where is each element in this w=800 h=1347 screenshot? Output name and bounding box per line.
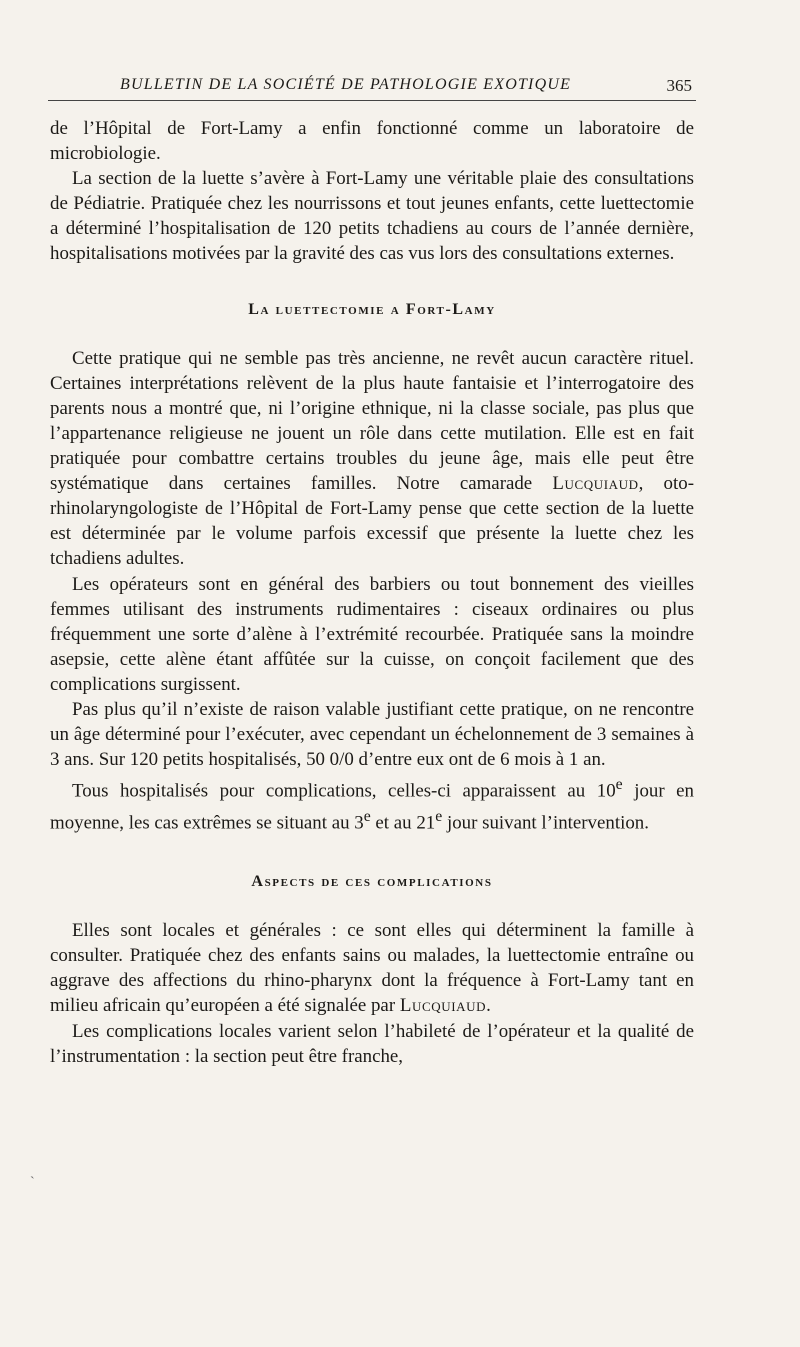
paragraph-4: Les opérateurs sont en général des barbiers ou tout bonnement des vieilles femmes utilisant des instruments rudimentaires : ciseaux ordinaires ou plus fréquemment une sorte d’alène à l’extrémité recourbée. Pratiquée sans la moindre asepsie, cette alène étant affûtée sur la cuisse, on conçoit facilement que des complications surgissent. xyxy=(50,573,694,695)
paragraph-6-text-c: et au 21 xyxy=(370,811,436,833)
paragraph-6-text-b: jour en moyenne, les cas extrêmes se situant au 3 xyxy=(50,780,694,833)
margin-mark: ˋ xyxy=(30,1175,35,1190)
paragraph-7 xyxy=(50,918,694,1018)
page-header xyxy=(48,72,696,101)
paragraph-8: Les complications locales varient selon l’habileté de l’opérateur et la qualité de l’instrumentation : la section peut être franche, xyxy=(50,1020,694,1067)
paragraph-3-text-a: Cette pratique qui ne semble pas très ancienne, ne revêt aucun caractère rituel. Certaines interprétations relèvent de la plus haute fantaisie et l’interrogatoire des parents nous a montré que, ni l’origine ethnique, ni la classe sociale, pas plus que l’appartenance religieuse ne jouent un rôle dans cette mutilation. Elle est en fait pratiquée pour combattre certains troubles du jeune âge, mais elle peut être systématique dans certaines familles. Notre camarade xyxy=(50,347,694,495)
section-heading-complications: Aspects de ces complications xyxy=(251,873,493,891)
superscript-e: e xyxy=(363,807,371,825)
section-heading-luettectomie: La luettectomie a Fort-Lamy xyxy=(248,300,496,318)
article-body xyxy=(50,116,694,1069)
paragraph-6-text-a: Tous hospitalisés pour complications, celles-ci apparaissent au 10 xyxy=(72,780,616,802)
paragraph-7-end: . xyxy=(486,995,491,1017)
paragraph-1: de l’Hôpital de Fort-Lamy a enfin fonctionné comme un laboratoire de microbiologie. xyxy=(50,118,694,165)
author-name-lucquiaud: Lucquiaud xyxy=(552,473,639,495)
paragraph-3 xyxy=(50,346,694,572)
page-number: 365 xyxy=(666,76,692,95)
paragraph-7-text: Elles sont locales et générales : ce sont elles qui déterminent la famille à consulter. Pratiquée chez des enfants sains ou malades, la luettectomie entraîne ou aggrave des affections du rhino-pharynx dont la fréquence à Fort-Lamy tant en milieu africain qu’européen a été signalée par xyxy=(50,920,694,1017)
paragraph-6-text-d: jour suivant l’intervention. xyxy=(442,811,649,833)
paragraph-3-text-b: , oto-rhinolaryngologiste de l’Hôpital de Fort-Lamy pense que cette section de la luette est déterminée par le volume parfois excessif que présente la luette chez les tchadiens adultes. xyxy=(50,473,694,570)
superscript-e: e xyxy=(435,807,443,825)
paragraph-2: La section de la luette s’avère à Fort-Lamy une véritable plaie des consultations de Pédiatrie. Pratiquée chez les nourrissons et tout jeunes enfants, cette luettectomie a déterminé l’hospitalisation de 120 petits tchadiens au cours de l’année dernière, hospitalisations motivées par la gravité des cas vus lors des consultations externes. xyxy=(50,168,694,265)
running-title: BULLETIN DE LA SOCIÉTÉ DE PATHOLOGIE EXOTIQUE xyxy=(120,76,572,93)
author-name-lucquiaud: Lucquiaud xyxy=(399,995,487,1017)
paragraph-6 xyxy=(50,772,694,835)
paragraph-5: Pas plus qu’il n’existe de raison valable justifiant cette pratique, on ne rencontre un âge déterminé pour l’exécuter, avec cependant un échelonnement de 3 semaines à 3 ans. Sur 120 petits hospitalisés, 50 0/0 d’entre eux ont de 6 mois à 1 an. xyxy=(50,698,694,771)
superscript-e: e xyxy=(615,776,623,794)
